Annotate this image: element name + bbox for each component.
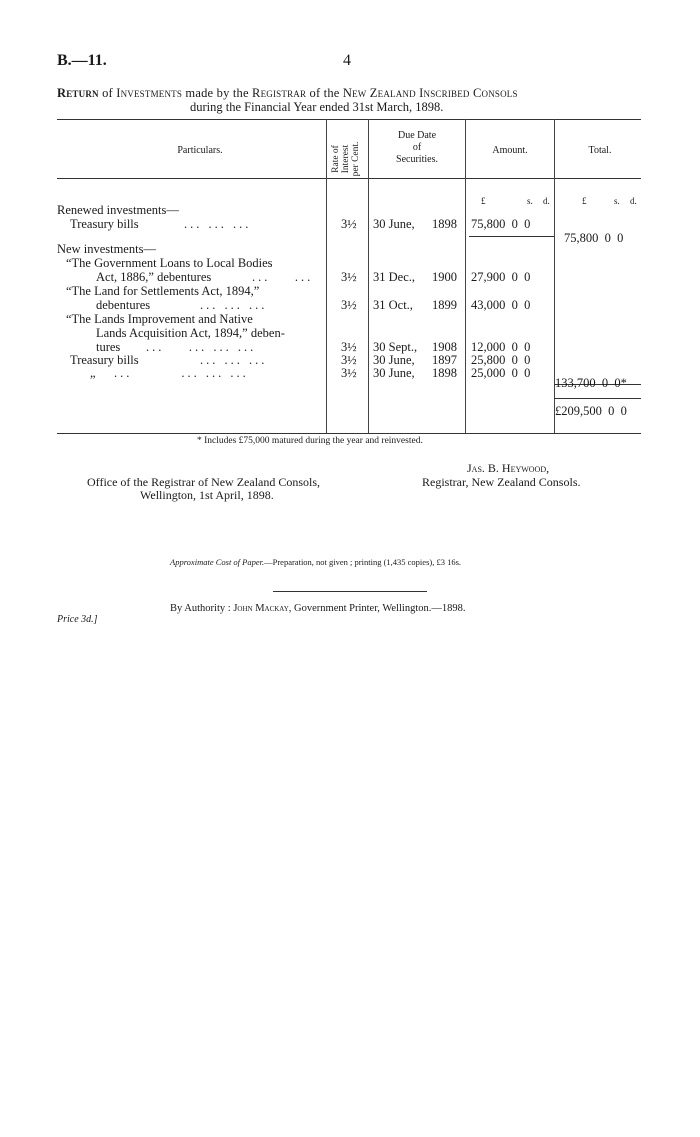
header-total: Total. (588, 145, 612, 156)
row-rate: 3½ (341, 298, 357, 312)
separator-rule (273, 591, 427, 592)
row-label: “The Land for Settlements Act, 1894,” (66, 284, 260, 298)
row-label-cont: debentures (96, 298, 151, 312)
row-amount: 75,800 0 0 (471, 217, 531, 231)
row-label-cont: Lands Acquisition Act, 1894,” deben- (96, 326, 285, 340)
row-leaders: ... ... ... (200, 298, 268, 312)
row-rate: 3½ (341, 353, 357, 367)
total-pound-symbol: £ (582, 196, 587, 206)
amount-pence-symbol: d. (543, 196, 550, 206)
title-of-the: of the (309, 86, 340, 100)
row-label: “The Lands Improvement and Native (66, 312, 253, 326)
row-year: 1897 (432, 353, 457, 367)
printer-authority: By Authority : John Mackay, Government Printer, Wellington.—1898. (170, 603, 466, 614)
row-label: “The Government Loans to Local Bodies (66, 256, 273, 270)
row-date: 30 June, (373, 366, 415, 380)
row-year: 1898 (432, 366, 457, 380)
table-bottom-rule (57, 433, 641, 434)
row-rate: 3½ (341, 217, 357, 231)
column-divider (368, 119, 369, 433)
page-number: 4 (343, 52, 351, 69)
row-amount: 12,000 0 0 (471, 340, 531, 354)
subtotal-new: 133,700 0 0* (555, 376, 627, 390)
row-amount: 25,800 0 0 (471, 353, 531, 367)
row-leaders: ... ... ... (200, 353, 268, 367)
title-consols: New Zealand Inscribed Consols (342, 86, 518, 100)
section-new: New investments— (57, 242, 156, 256)
row-rate: 3½ (341, 340, 357, 354)
row-label-cont: Act, 1886,” debentures (96, 270, 212, 284)
title-investments: Investments (116, 86, 183, 100)
grand-total: £209,500 0 0 (555, 404, 627, 418)
total-shillings-symbol: s. (614, 196, 620, 206)
header-amount: Amount. (492, 145, 528, 156)
document-subtitle: during the Financial Year ended 31st March, 1898. (190, 100, 444, 114)
signatory-name: Jas. B. Heywood, (467, 461, 550, 475)
row-amount: 25,000 0 0 (471, 366, 531, 380)
grand-total-rule (554, 398, 641, 399)
title-made-by: made by the (185, 86, 249, 100)
ditto-mark: „ (90, 366, 96, 380)
header-rate: Rate of Interest per Cent. (331, 141, 361, 177)
row-date: 31 Oct., (373, 298, 413, 312)
header-particulars: Particulars. (177, 145, 223, 156)
total-pence-symbol: d. (630, 196, 637, 206)
header-due-date: Due Date of Securities. (396, 130, 438, 165)
office-line: Office of the Registrar of New Zealand Consols, (87, 475, 321, 489)
row-rate: 3½ (341, 270, 357, 284)
cost-note: Approximate Cost of Paper.—Preparation, not given ; printing (1,435 copies), £3 16s. (170, 557, 462, 567)
amount-shillings-symbol: s. (527, 196, 533, 206)
row-date: 30 June, (373, 353, 415, 367)
amount-pound-symbol: £ (481, 196, 486, 206)
row-rate: 3½ (341, 366, 357, 380)
row-label: Treasury bills (70, 217, 139, 231)
row-year: 1898 (432, 217, 457, 231)
row-label-cont: tures (96, 340, 121, 354)
row-leaders: ... ... ... ... (114, 366, 249, 380)
row-leaders: ... ... ... (184, 217, 252, 231)
row-date: 30 Sept., (373, 340, 418, 354)
section-renewed: Renewed investments— (57, 203, 179, 217)
row-amount: 27,900 0 0 (471, 270, 531, 284)
row-date: 30 June, (373, 217, 415, 231)
row-label: Treasury bills (70, 353, 139, 367)
row-year: 1908 (432, 340, 457, 354)
footnote: * Includes £75,000 matured during the year and reinvested. (197, 436, 423, 446)
column-divider (465, 119, 466, 433)
title-registrar: Registrar (252, 86, 307, 100)
document-title (57, 86, 518, 101)
subtotal-rule (469, 236, 554, 237)
row-amount: 43,000 0 0 (471, 298, 531, 312)
price: Price 3d.] (57, 614, 98, 625)
office-date: Wellington, 1st April, 1898. (140, 488, 274, 502)
row-year: 1899 (432, 298, 457, 312)
paper-reference: B.—11. (57, 52, 107, 69)
row-leaders: ... ... ... ... (146, 340, 257, 354)
title-return: Return (57, 86, 99, 100)
row-year: 1900 (432, 270, 457, 284)
row-total: 75,800 0 0 (564, 231, 624, 245)
row-leaders: ... ... (252, 270, 314, 284)
column-divider (326, 119, 327, 433)
title-of: of (102, 86, 113, 100)
signatory-role: Registrar, New Zealand Consols. (422, 475, 581, 489)
row-date: 31 Dec., (373, 270, 415, 284)
